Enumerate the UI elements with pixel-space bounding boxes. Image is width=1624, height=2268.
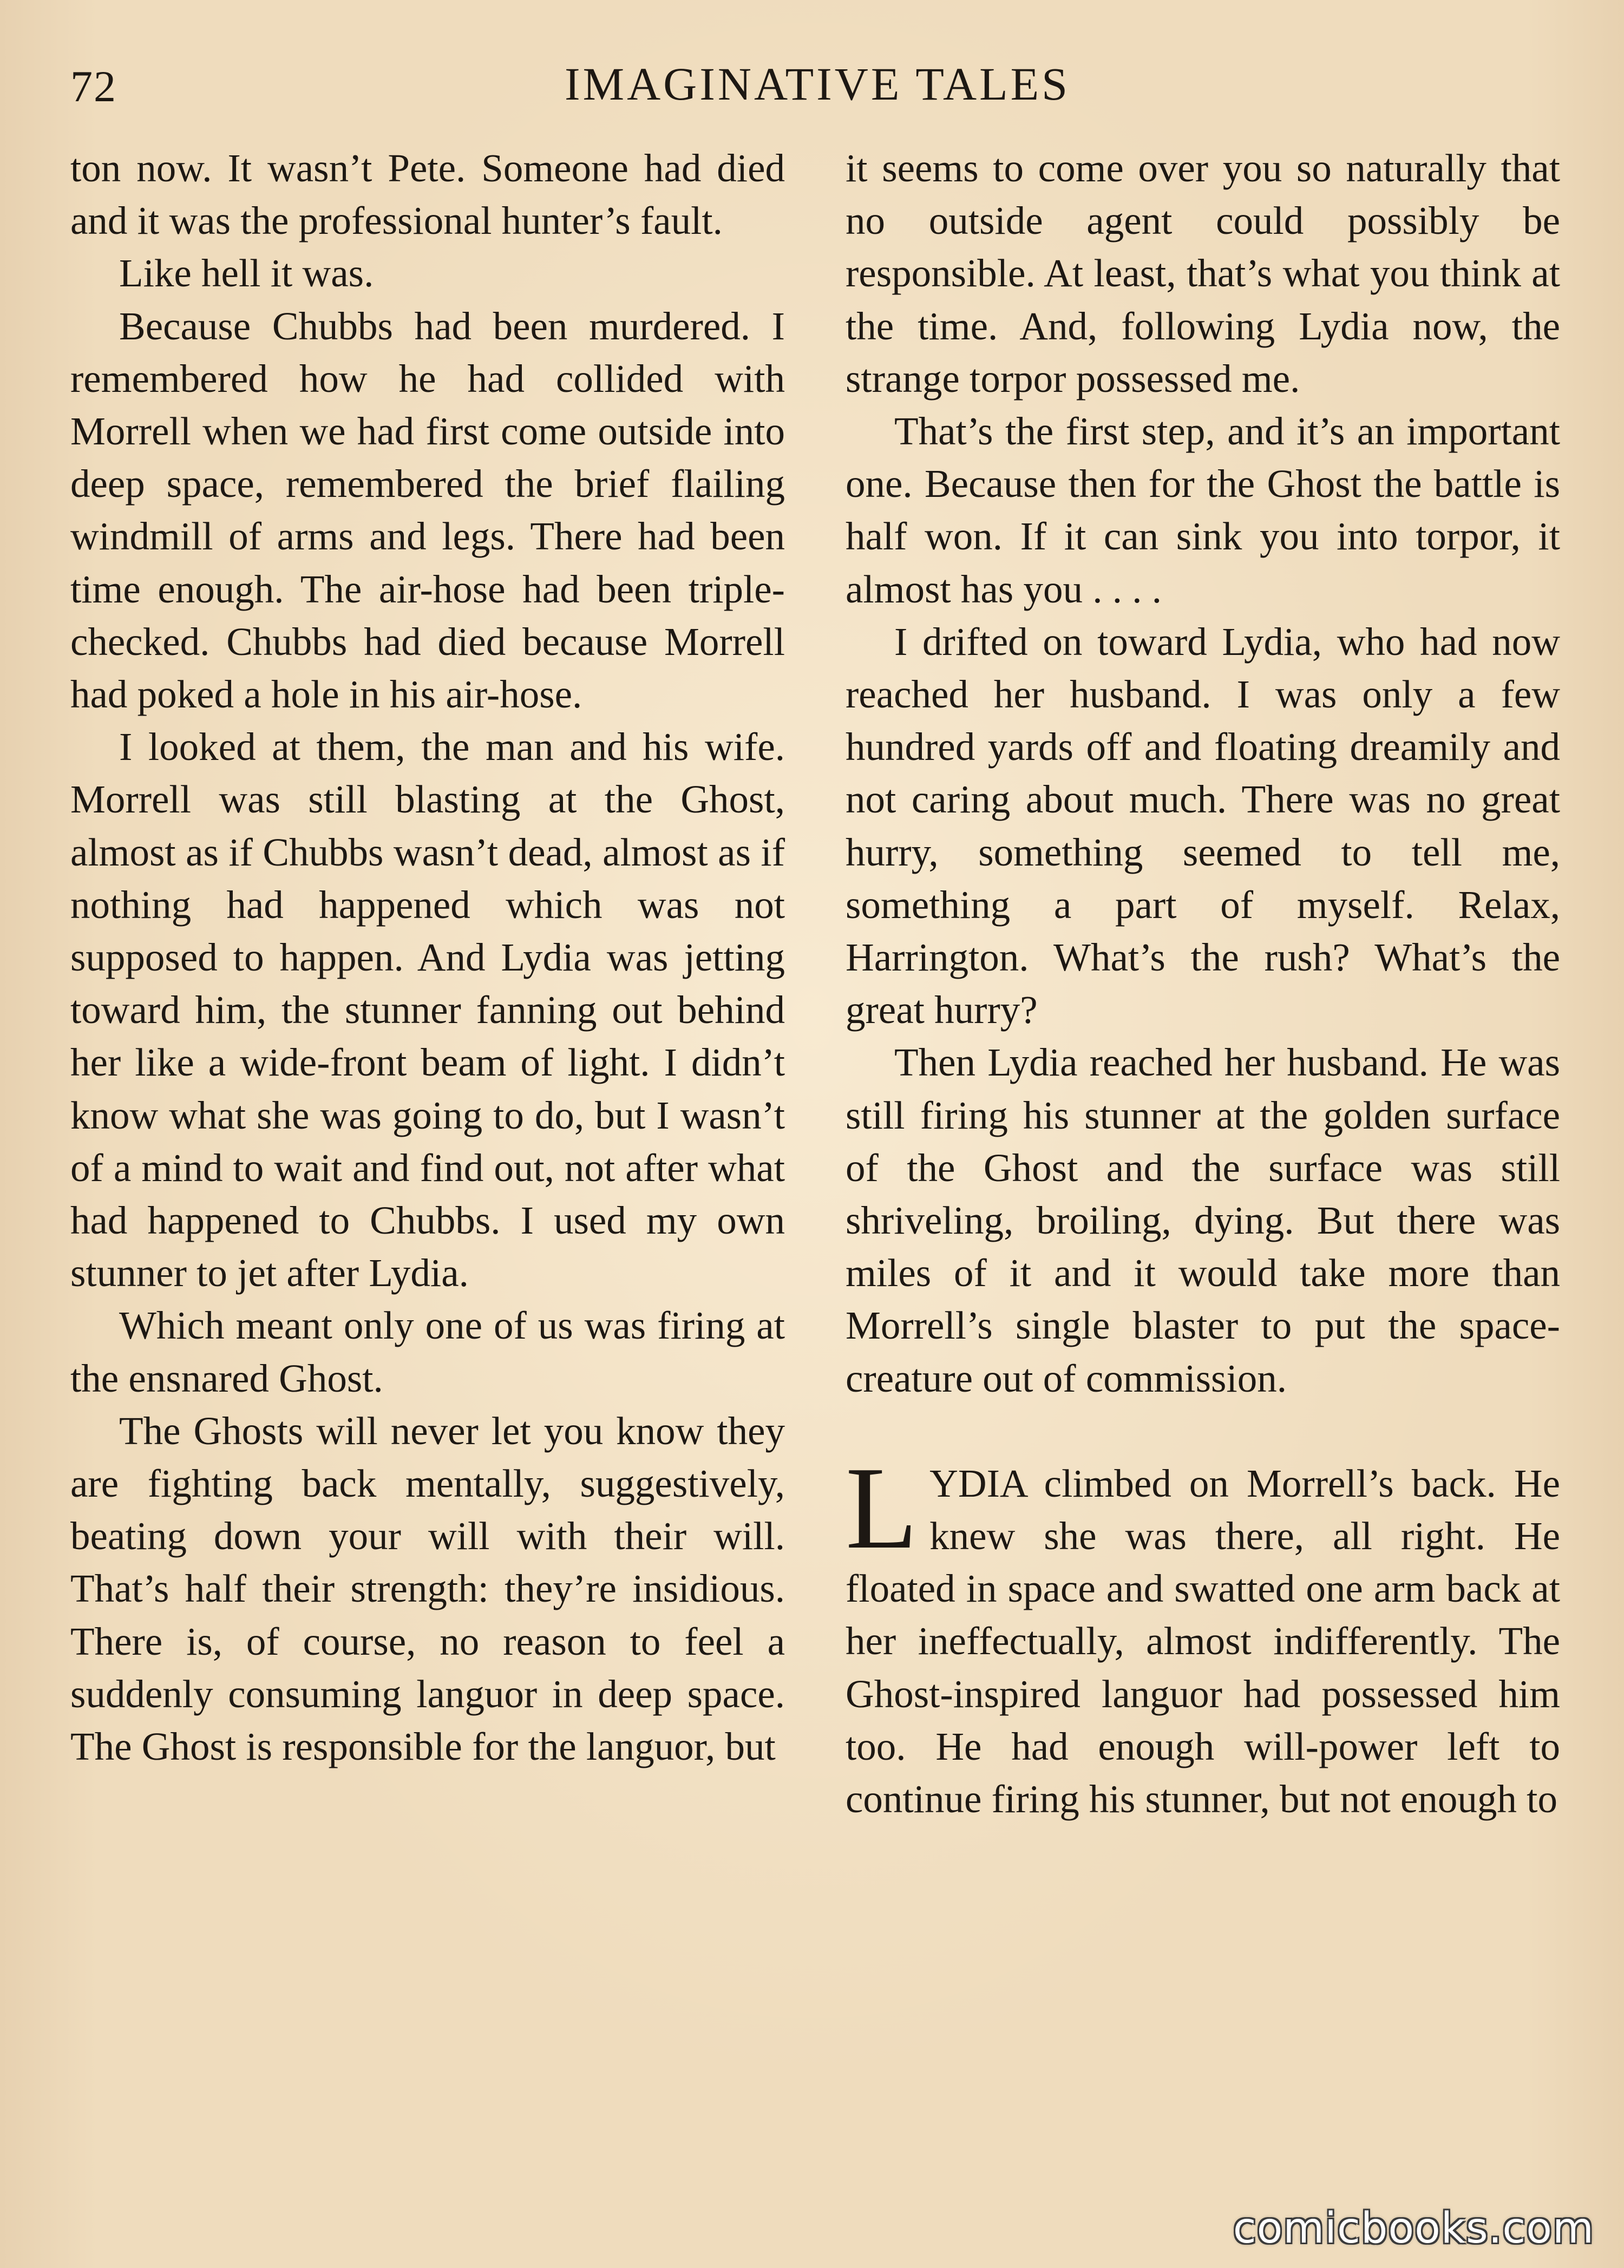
paragraph: ton now. It wasn’t Pete. Someone had died and it was the professional hunter’s fault.	[70, 146, 785, 243]
paragraph: Then Lydia reached her husband. He was still firing his stunner at the golden surface of the Ghost and the surface was still shriveling, broiling, dying. But there was miles of it and it would take more than Morrell’s single blaster to put the space-creature out of commission.	[846, 1040, 1560, 1400]
paragraph: I looked at them, the man and his wife. Morrell was still blasting at the Ghost, almost as if Chubbs wasn’t dead, almost as if nothing had happened which was not supposed to happen. And Lydia was jetting toward him, the stunner fanning out behind her like a wide-front beam of light. I didn’t know what she was going to do, but I wasn’t of a mind to wait and find out, not after what had happened to Chubbs. I used my own stunner to jet after Lydia.	[70, 725, 785, 1295]
page-number: 72	[70, 62, 117, 111]
paragraph: Because Chubbs had been murdered. I remembered how he had collided with Morrell when we had first come outside into deep space, remembered the brief flailing windmill of arms and legs. There had been time enough. The air-hose had been triple-checked. Chubbs had died because Morrell had poked a hole in his air-hose.	[70, 304, 785, 717]
page-header	[70, 51, 1564, 116]
section-break	[846, 1405, 1560, 1457]
section-text: YDIA climbed on Morrell’s back. He knew she was there, all right. He floated in space and swatted one arm back at her ineffectually, almost indifferently. The Ghost-inspired languor had possessed him too. He had enough will-power left to continue firing his stunner, but not enough to	[846, 1461, 1560, 1821]
running-head: IMAGINATIVE TALES	[564, 58, 1071, 110]
paragraph: it seems to come over you so naturally that no outside agent could possibly be responsible. At least, that’s what you think at the time. And, following Lydia now, the strange torpor possessed me.	[846, 146, 1560, 401]
watermark: comicbooks.com	[1233, 2204, 1594, 2253]
right-column	[846, 142, 1560, 1825]
drop-cap: L	[846, 1443, 918, 1574]
paragraph: Like hell it was.	[119, 251, 374, 296]
paragraph: The Ghosts will never let you know they are fighting back mentally, suggestively, beating down your will with their will. That’s half their strength: they’re insidious. There is, of course, no reason to feel a suddenly consuming languor in deep space. The Ghost is responsible for the languor, but	[70, 1408, 785, 1769]
left-column	[70, 142, 785, 1773]
paragraph: Which meant only one of us was firing at the ensnared Ghost.	[70, 1303, 785, 1400]
section-opening-paragraph	[846, 1443, 1560, 1825]
paragraph: I drifted on toward Lydia, who had now reached her husband. I was only a few hundred yards off and floating dreamily and not caring about much. There was no great hurry, something seemed to tell me, something a part of myself. Relax, Harrington. What’s the rush? What’s the great hurry?	[846, 619, 1560, 1032]
paragraph: That’s the first step, and it’s an important one. Because then for the Ghost the battle is half won. If it can sink you into torpor, it almost has you . . . .	[846, 409, 1560, 611]
